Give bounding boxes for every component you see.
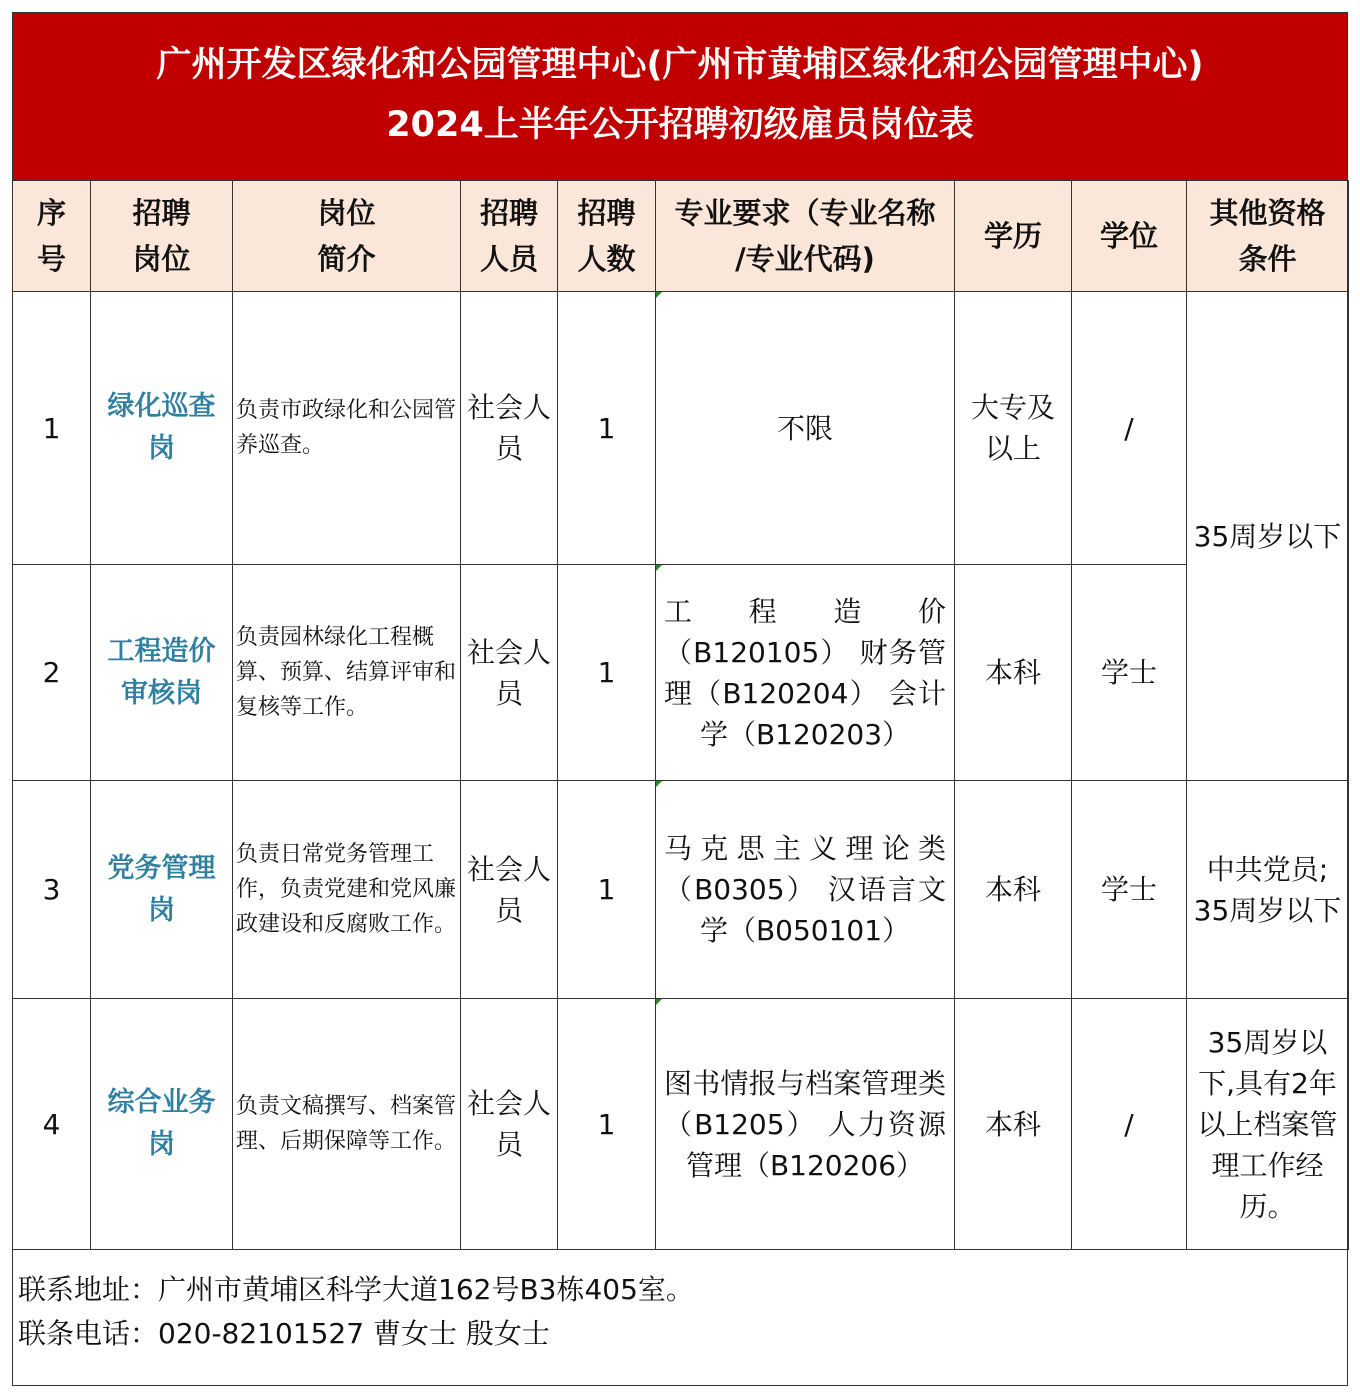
row-target: 社会人 员	[461, 781, 558, 999]
row-position: 工程造价 审核岗	[91, 565, 233, 781]
row-target: 社会人 员	[461, 565, 558, 781]
row-desc: 负责市政绿化和公园管养巡查。	[233, 292, 461, 565]
row-desc: 负责园林绿化工程概算、预算、结算评审和复核等工作。	[233, 565, 461, 781]
row-major: 工程造价（B120105） 财务管理（B120204） 会计学（B120203）	[656, 565, 955, 781]
row-position: 综合业务 岗	[91, 999, 233, 1250]
header-count: 招聘 人数	[558, 181, 656, 292]
header-other: 其他资格 条件	[1187, 181, 1349, 292]
row-position: 绿化巡查 岗	[91, 292, 233, 565]
row-desc: 负责文稿撰写、档案管理、后期保障等工作。	[233, 999, 461, 1250]
header-idx: 序 号	[13, 181, 91, 292]
row-major: 马克思主义理论类（B0305） 汉语言文学（B050101）	[656, 781, 955, 999]
row-count: 1	[558, 999, 656, 1250]
row-count: 1	[558, 565, 656, 781]
row-degree: /	[1072, 999, 1187, 1250]
row-degree: 学士	[1072, 565, 1187, 781]
row-target: 社会人 员	[461, 292, 558, 565]
row-education: 本科	[955, 999, 1072, 1250]
header-desc: 岗位 简介	[233, 181, 461, 292]
row-position: 党务管理 岗	[91, 781, 233, 999]
row-major: 图书情报与档案管理类（B1205） 人力资源管理（B120206）	[656, 999, 955, 1250]
contact-address: 联系地址：广州市黄埔区科学大道162号B3栋405室。	[18, 1273, 694, 1306]
row-count: 1	[558, 292, 656, 565]
header-education: 学历	[955, 181, 1072, 292]
row-target: 社会人 员	[461, 999, 558, 1250]
row-degree: 学士	[1072, 781, 1187, 999]
title-line-1: 广州开发区绿化和公园管理中心(广州市黄埔区绿化和公园管理中心)	[156, 45, 1204, 85]
row-other-conditions: 35周岁以下,具有2年以上档案管理工作经历。	[1187, 999, 1349, 1250]
row-idx: 2	[13, 565, 91, 781]
row-major: 不限	[656, 292, 955, 565]
header-target: 招聘 人员	[461, 181, 558, 292]
row-education: 本科	[955, 565, 1072, 781]
header-major: 专业要求（专业名称 /专业代码)	[656, 181, 955, 292]
row-degree: /	[1072, 292, 1187, 565]
contact-phone: 联条电话：020-82101527 曹女士 殷女士	[18, 1317, 550, 1350]
row-idx: 1	[13, 292, 91, 565]
header-degree: 学位	[1072, 181, 1187, 292]
row-idx: 3	[13, 781, 91, 999]
row-idx: 4	[13, 999, 91, 1250]
row-other-conditions: 35周岁以下	[1187, 292, 1349, 781]
row-desc: 负责日常党务管理工作，负责党建和党风廉政建设和反腐败工作。	[233, 781, 461, 999]
row-education: 大专及 以上	[955, 292, 1072, 565]
page-frame	[12, 12, 1348, 1386]
row-count: 1	[558, 781, 656, 999]
row-education: 本科	[955, 781, 1072, 999]
header-position: 招聘 岗位	[91, 181, 233, 292]
row-other-conditions: 中共党员; 35周岁以下	[1187, 781, 1349, 999]
title-line-2: 2024上半年公开招聘初级雇员岗位表	[386, 105, 974, 145]
